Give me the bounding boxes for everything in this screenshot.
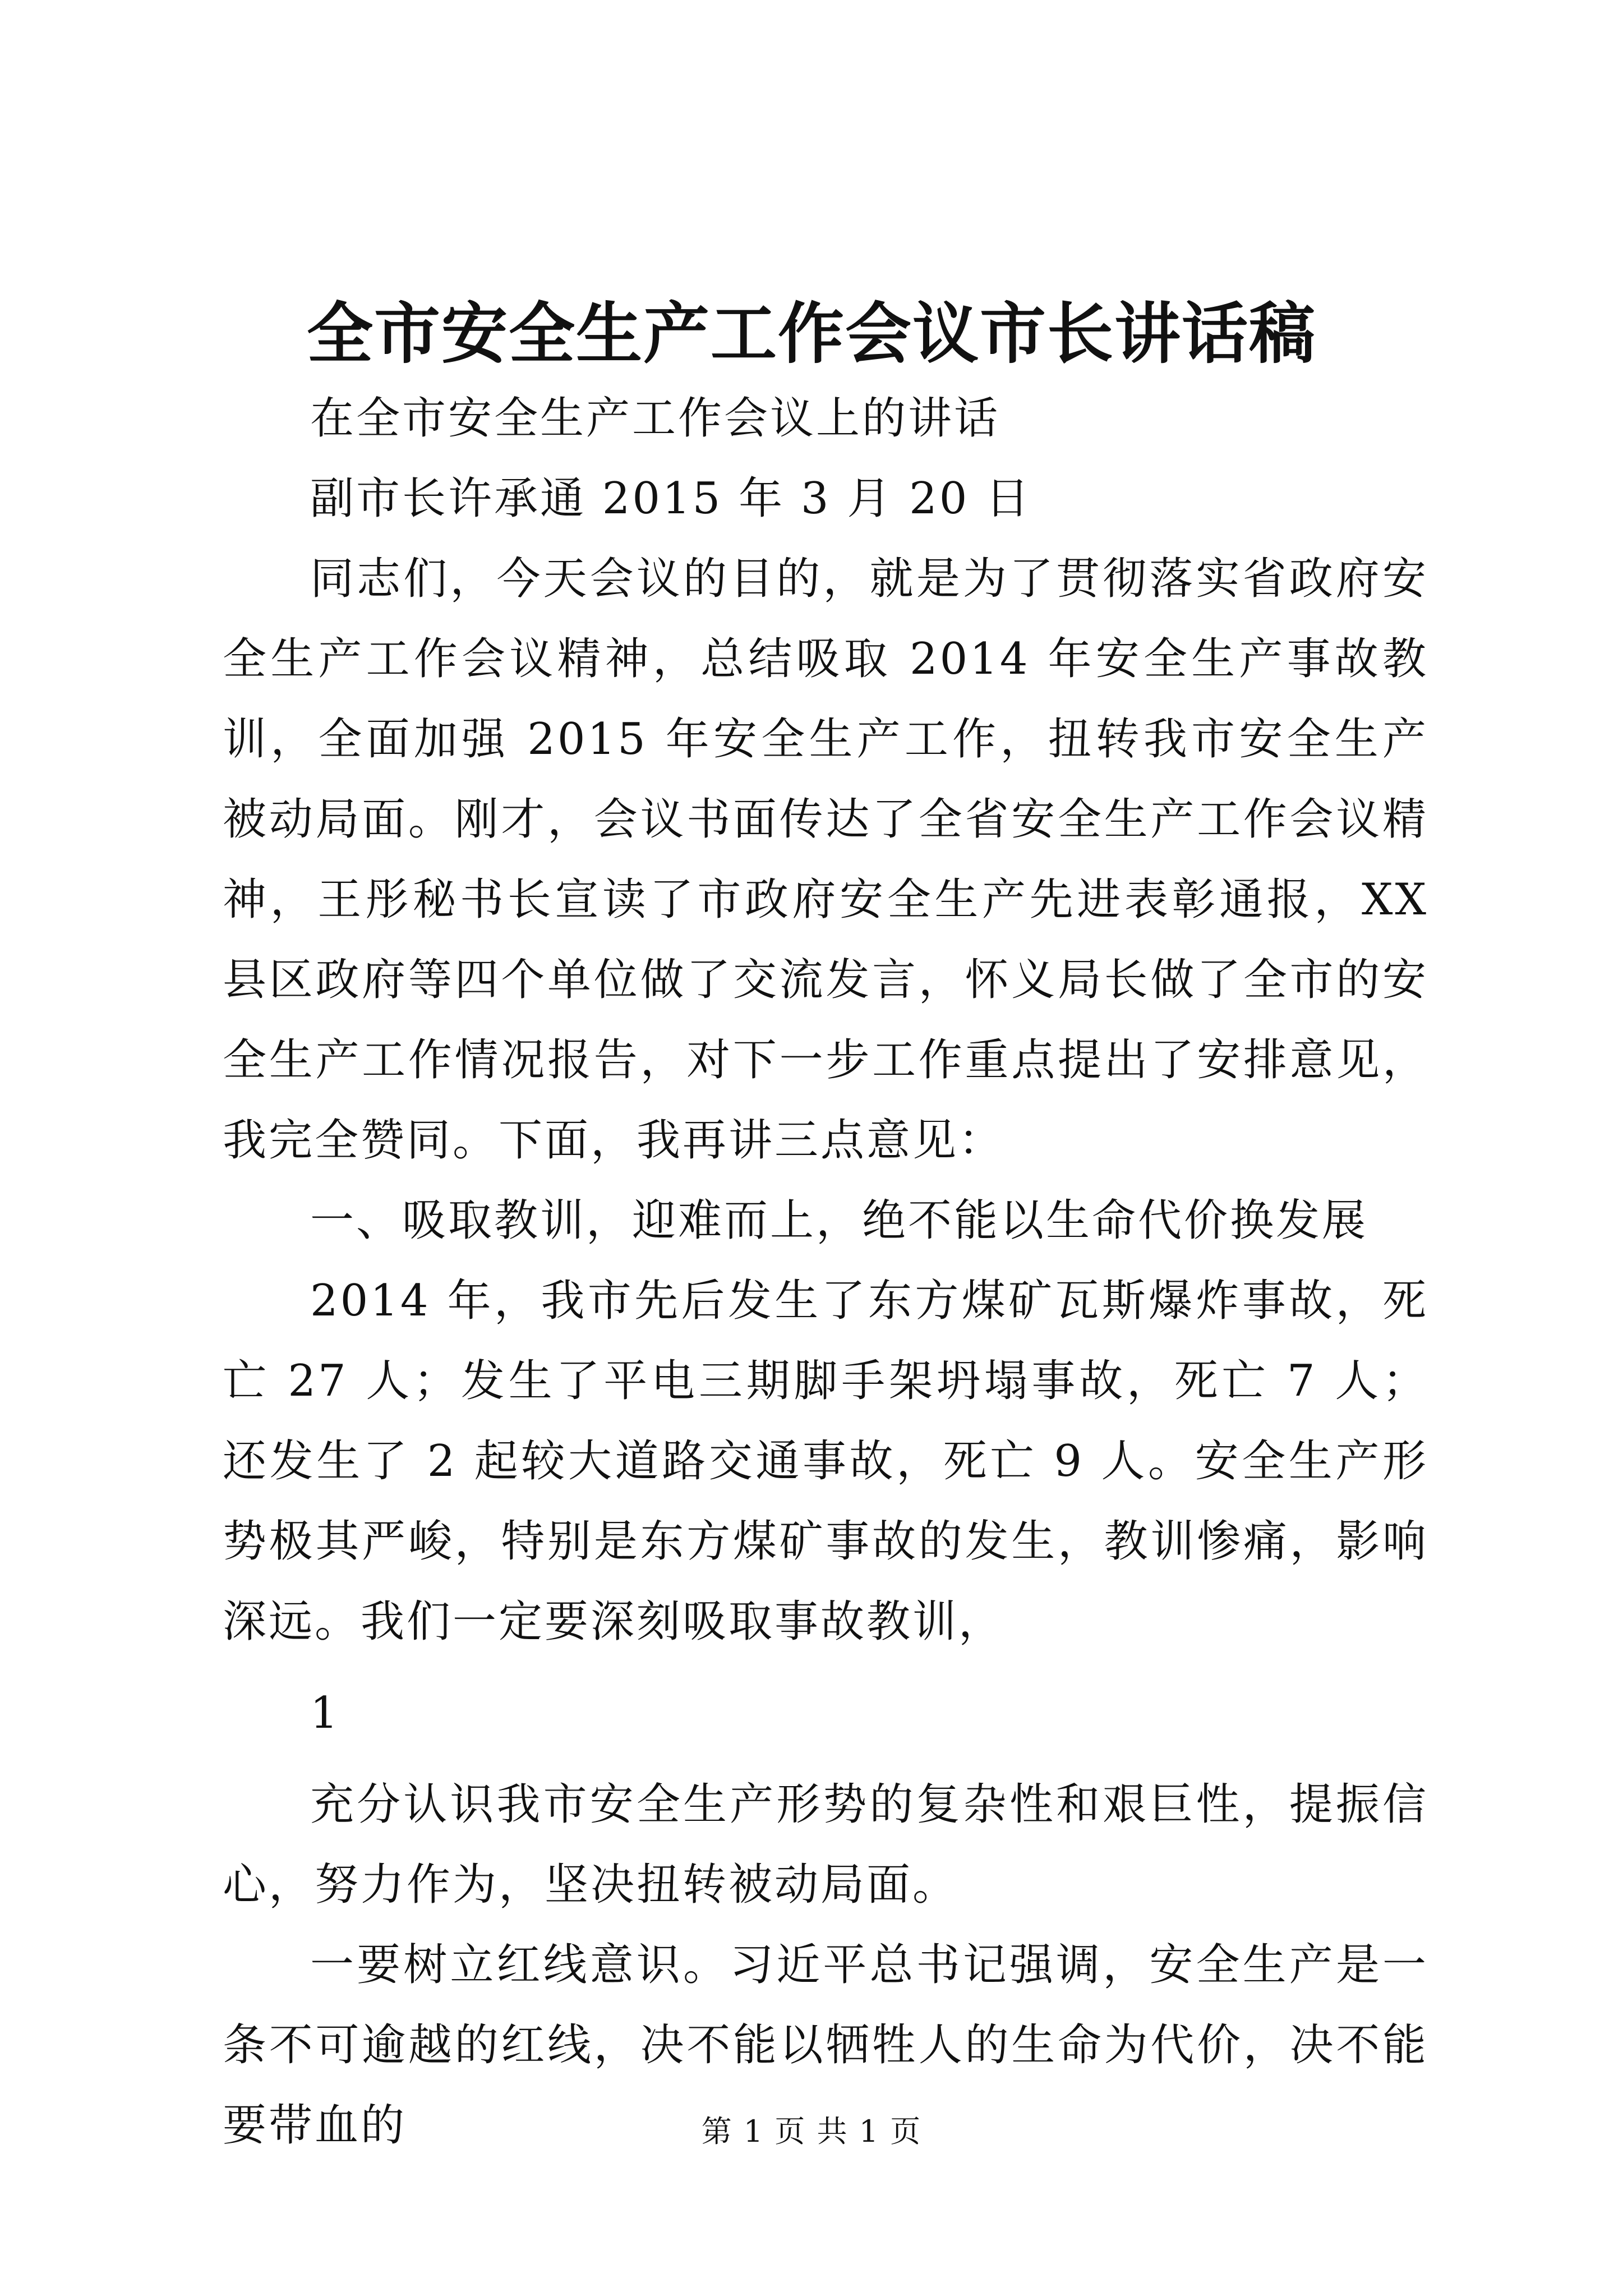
paragraph-continuation: 充分认识我市安全生产形势的复杂性和艰巨性，提振信心，努力作为，坚决扭转被动局面。	[223, 1779, 1428, 1910]
page-footer: 第 1 页 共 1 页	[701, 2114, 922, 2149]
paragraph-red-line: 一要树立红线意识。习近平总书记强调，安全生产是一条不可逾越的红线，决不能以牺牲人的生命为代价，决不能要带血的	[223, 1940, 1428, 2151]
document-body	[223, 379, 1428, 2166]
speech-subtitle: 在全市安全生产工作会议上的讲话	[310, 393, 1000, 444]
document-title: 全市安全生产工作会议市长讲话稿	[306, 295, 1316, 372]
inline-page-number: 1	[310, 1688, 340, 1738]
paragraph-opening: 同志们，今天会议的目的，就是为了贯彻落实省政府安全生产工作会议精神，总结吸取 2014 年安全生产事故教训，全面加强 2015 年安全生产工作，扭转我市安全生产被动局面。刚才，会议书面传达了全省安全生产工作会议精神，王彤秘书长宣读了市政府安全生产先进表彰通报，XX 县区政府等四个单位做了交流发言，怀义局长做了全市的安全生产工作情况报告，对下一步工作重点提出了安排意见，我完全赞同。下面，我再讲三点意见：	[223, 554, 1428, 1166]
section-heading-1: 一、吸取教训，迎难而上，绝不能以生命代价换发展	[310, 1195, 1368, 1246]
paragraph-2014-review: 2014 年，我市先后发生了东方煤矿瓦斯爆炸事故，死亡 27 人；发生了平电三期脚手架坍塌事故，死亡 7 人；还发生了 2 起较大道路交通事故，死亡 9 人。安全生产形势极其严峻，特别是东方煤矿事故的发生，教训惨痛，影响深远。我们一定要深刻吸取事故教训，	[223, 1276, 1428, 1647]
speech-byline: 副市长许承通 2015 年 3 月 20 日	[310, 473, 1032, 524]
